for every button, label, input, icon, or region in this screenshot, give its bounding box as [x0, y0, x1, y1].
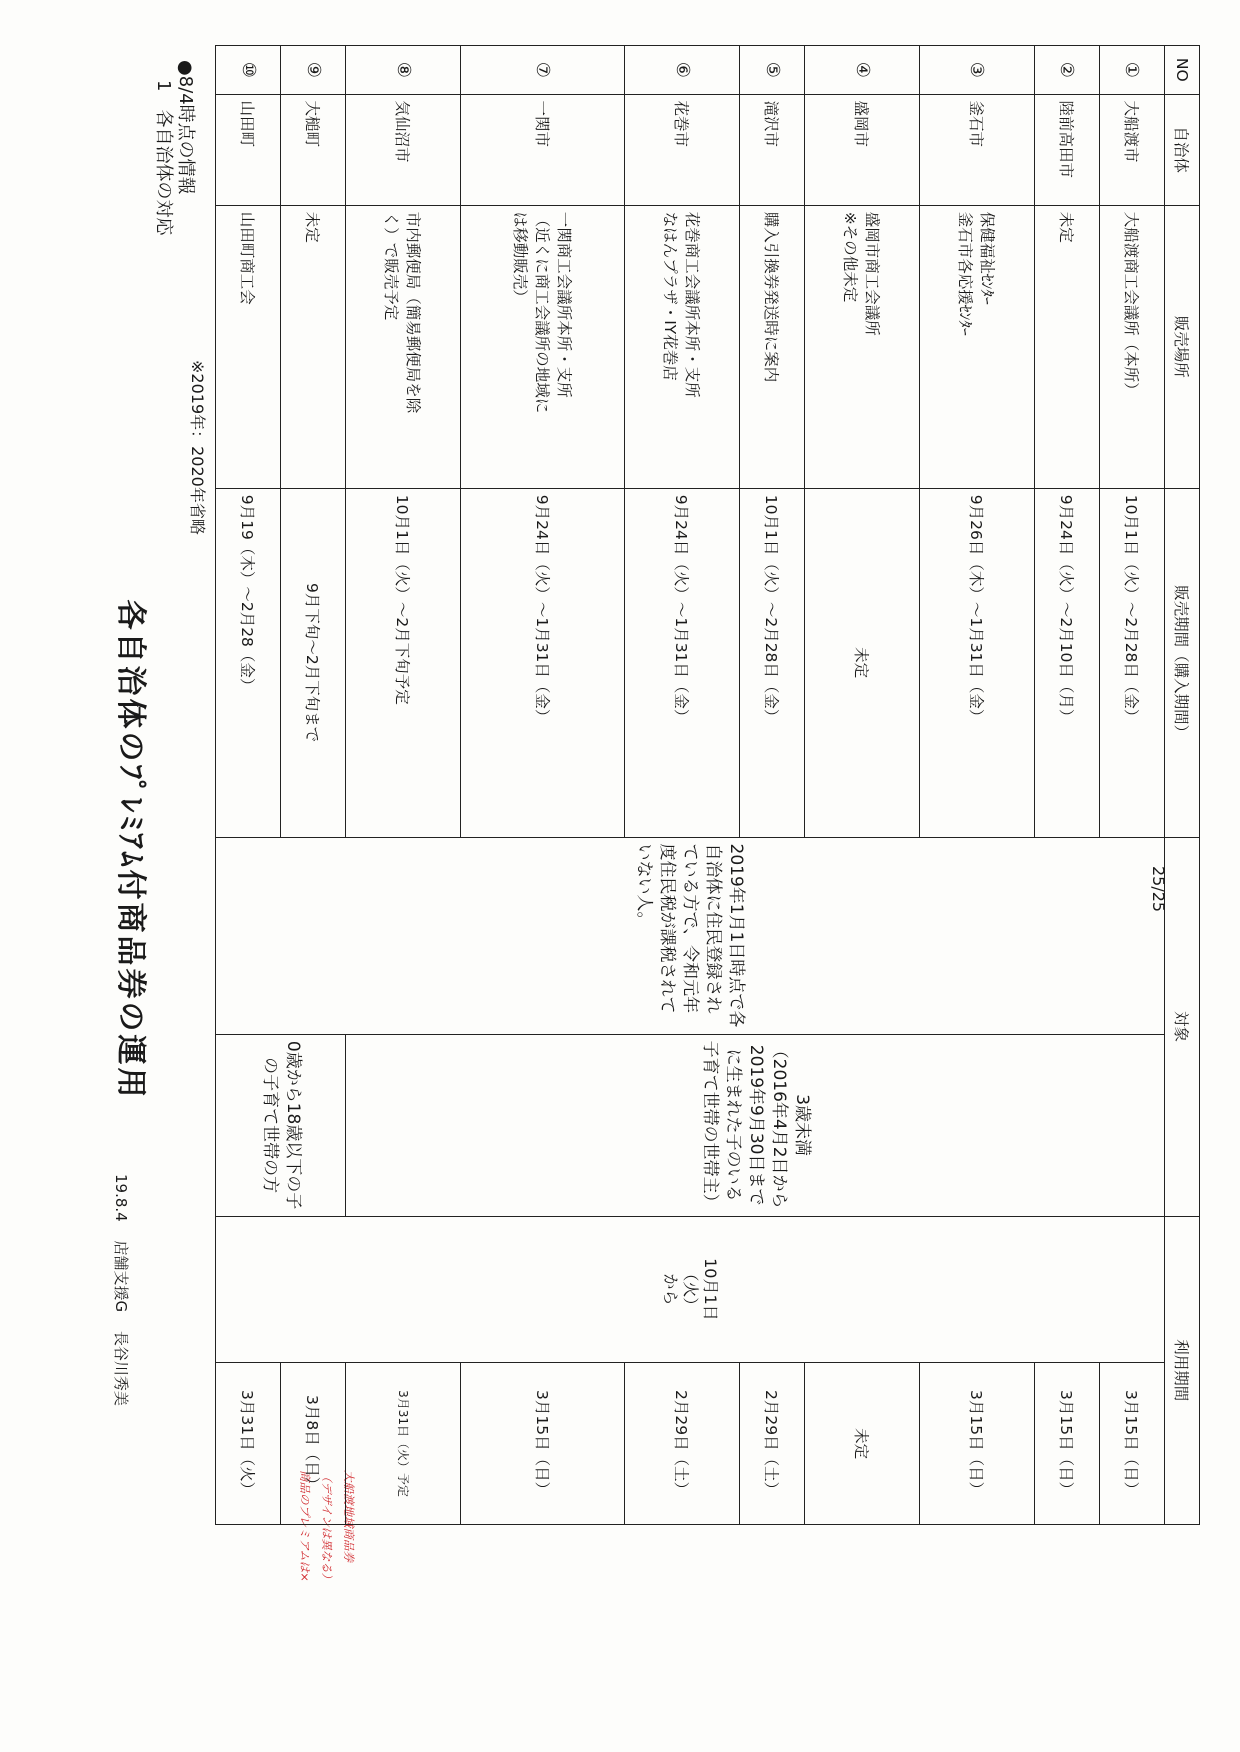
venue-cell: 花巻商工会議所本所・支所 なはんプラザ・IY花巻店	[625, 205, 740, 488]
table-row	[1099, 46, 1164, 1525]
usage-end-cell: 3月8日（日）	[281, 1363, 346, 1525]
usage-end-cell: 3月15日（日）	[919, 1363, 1034, 1525]
usage-end-cell: 2月29日（土）	[740, 1363, 805, 1525]
row-number: ⑧	[346, 46, 461, 95]
department: 店舗支援G	[112, 1240, 130, 1313]
usage-end-cell: 未定	[805, 1363, 920, 1525]
target-general-text: 2019年1月1日時点で各自治体に住民登録されている方で、令和元年度住民税が課税されていない人。	[634, 843, 747, 1028]
municipality-cell: 釜石市	[919, 94, 1034, 205]
sales-period-cell: 9月19（木）～2月28（金）	[216, 488, 281, 837]
document-title: 各自治体のﾌﾟﾚﾐｱﾑ付商品券の運用	[113, 599, 148, 1101]
sales-period-cell: 10月1日（火）～2月28日（金）	[740, 488, 805, 837]
document-date: 19.8.4	[112, 1174, 130, 1222]
header-usage-period: 利用期間	[1165, 1216, 1200, 1524]
header-sales-period: 販売期間（購入期間）	[1165, 488, 1200, 837]
municipality-cell: 気仙沼市	[346, 94, 461, 205]
sales-period-cell: 9月下旬～2月下旬まで	[281, 488, 346, 837]
row-number: ④	[805, 46, 920, 95]
venue-cell: 盛岡市商工会議所 ※その他未定	[805, 205, 920, 488]
voucher-table	[215, 45, 1200, 1525]
table-header-row	[1165, 46, 1200, 1525]
municipality-cell: 大船渡市	[1099, 94, 1164, 205]
municipality-cell: 滝沢市	[740, 94, 805, 205]
venue-cell: 購入引換券発送時に案内	[740, 205, 805, 488]
municipality-cell: 陸前高田市	[1034, 94, 1099, 205]
usage-start-text: 10月1日 （火） から	[661, 1258, 720, 1321]
row-number: ⑨	[281, 46, 346, 95]
target-general-cell	[216, 837, 1165, 1034]
venue-cell: 未定	[281, 205, 346, 488]
row-number: ⑥	[625, 46, 740, 95]
header-target: 対象	[1165, 837, 1200, 1216]
municipality-cell: 山田町	[216, 94, 281, 205]
sales-period-cell: 9月24日（火）～1月31日（金）	[461, 488, 625, 837]
target-youth-text: 0歳から18歳以下の子の子育て世帯の方	[259, 1040, 303, 1210]
municipality-cell: 盛岡市	[805, 94, 920, 205]
target-child-text: 3歳未満 （2016年4月2日から2019年9月30日までに生まれた子のいる子育て世帯の世帯主）	[699, 1040, 812, 1211]
sales-period-cell: 9月24日（火）～2月10日（月）	[1034, 488, 1099, 837]
usage-end-cell: 3月31日（火）	[216, 1363, 281, 1525]
municipality-cell: 花巻市	[625, 94, 740, 205]
handwritten-line: 大船渡地域商品券	[342, 1470, 356, 1562]
target-youth-cell	[216, 1034, 346, 1216]
handwritten-line: （デザインは異なる）	[320, 1470, 334, 1585]
sales-period-cell: 10月1日（火）～2月28日（金）	[1099, 488, 1164, 837]
document-meta	[111, 1160, 132, 1406]
venue-cell: 一関商工会議所本所・支所 （近くに商工会議所の地域に は移動販売）	[461, 205, 625, 488]
venue-cell: 未定	[1034, 205, 1099, 488]
info-date-label: ●8/4時点の情報	[175, 60, 196, 195]
sales-period-cell: 未定	[805, 488, 920, 837]
venue-cell: 市内郵便局（簡易郵便局を除 く）で販売予定	[346, 205, 461, 488]
row-number: ③	[919, 46, 1034, 95]
sales-period-cell: 10月1日（火）～2月下旬予定	[346, 488, 461, 837]
municipality-cell: 一関市	[461, 94, 625, 205]
venue-cell: 山田町商工会	[216, 205, 281, 488]
page-number: 25/25	[1149, 866, 1168, 913]
row-number: ②	[1034, 46, 1099, 95]
row-number: ⑦	[461, 46, 625, 95]
usage-end-cell: 3月15日（日）	[1099, 1363, 1164, 1525]
handwritten-line: 商品のプレミアムは×	[298, 1470, 312, 1582]
usage-end-cell: 3月15日（日）	[461, 1363, 625, 1525]
row-number: ⑩	[216, 46, 281, 95]
row-number: ①	[1099, 46, 1164, 95]
sales-period-cell: 9月26日（木）～1月31日（金）	[919, 488, 1034, 837]
sales-period-cell: 9月24日（火）～1月31日（金）	[625, 488, 740, 837]
usage-end-cell: 3月31日（火）予定	[346, 1363, 461, 1525]
section-heading: 1 各自治体の対応	[153, 80, 174, 236]
municipality-cell: 大槌町	[281, 94, 346, 205]
venue-cell: 大船渡商工会議所（本所）	[1099, 205, 1164, 488]
sales-period-note: ※2019年：2020年省略	[188, 360, 207, 535]
usage-end-cell: 3月15日（日）	[1034, 1363, 1099, 1525]
header-municipality: 自治体	[1165, 94, 1200, 205]
row-number: ⑤	[740, 46, 805, 95]
author: 長谷川秀美	[112, 1330, 130, 1406]
header-no: NO	[1165, 46, 1200, 95]
usage-end-cell: 2月29日（土）	[625, 1363, 740, 1525]
target-child-cell	[346, 1034, 1165, 1216]
usage-start-cell	[216, 1216, 1165, 1363]
venue-cell: 保健福祉ｾﾝﾀｰ 釜石市各応援ｾﾝﾀｰ	[919, 205, 1034, 488]
header-venue: 販売場所	[1165, 205, 1200, 488]
